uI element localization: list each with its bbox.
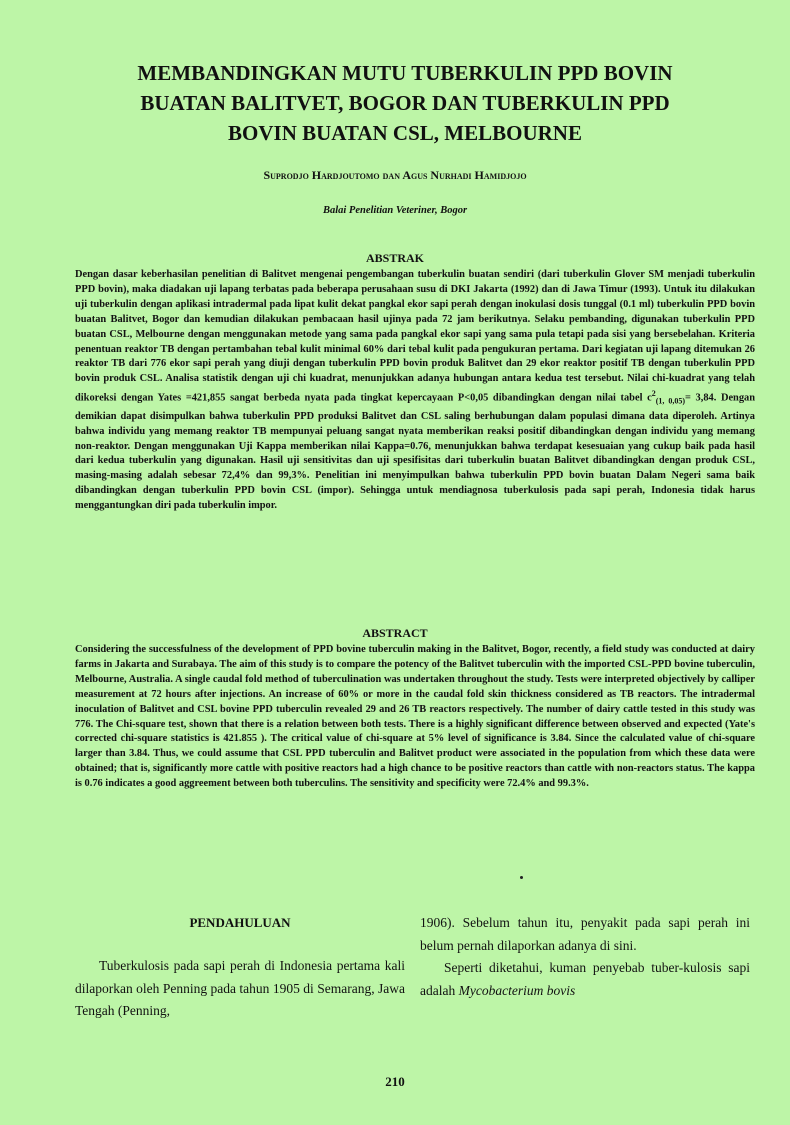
abstract-body: Considering the successfulness of the development of PPD bovine tuberculin making in the Balitvet, Bogor, recently, a field study was conducted at dairy farms in Jakarta and Surabaya. The aim of this study is to compare the potency of the Balitvet tuberculin with the imported CSL-PPD bovine tuberculin, Melbourne, Australia. A single caudal fold method of tuberculination was undertaken throughout the study. Tests were interpreted objectively by calliper measurement at 72 hours after injections. An increase of 60% or more in the caudal fold skin thickness considered as TB reactors. The intradermal inoculation of Balitvet and CSL bovine PPD tuberculin revealed 29 and 26 TB reactors respectively. The number of dairy cattle tested in this study was 776. The Chi-square test, shown that there is a relation between both tests. There is a highly significant difference between observed and expected (Yate's corrected chi-square statistics is 421.855 ). The critical value of chi-square at 5% level of significance is 3.84. Since the calculated value of chi-square larger than 3.84. Thus, we could assume that CSL PPD tuberculin and Balitvet product were associated in the population from which these data were obtained; that is, significantly more cattle with positive reactors had a high chance to be positive reactors than cattle with non-reactors status. The kappa is 0.76 indicates a good aggreement between both tuberculins. The sensitivity and specificity were 72.4% and 99.3%.: [75, 644, 755, 790]
authors: Suprodjo Hardjoutomo dan Agus Nurhadi Hamidjojo: [263, 168, 527, 182]
title-line-1: MEMBANDINGKAN MUTU TUBERKULIN PPD BOVIN: [137, 61, 673, 85]
title-line-3: BOVIN BUATAN CSL, MELBOURNE: [228, 121, 582, 145]
intro-right-paragraph-2: [420, 957, 750, 1002]
paper-title: [60, 58, 750, 148]
intro-heading: PENDAHULUAN: [189, 915, 291, 930]
intro-right-paragraph-2-text: Seperti diketahui, kuman penyebab tuber-kulosis sapi adalah: [420, 960, 750, 998]
title-line-2: BUATAN BALITVET, BOGOR DAN TUBERKULIN PPD: [140, 91, 670, 115]
abstrak-superscript: 2: [651, 389, 656, 399]
right-column: [420, 912, 750, 1002]
left-column: [75, 955, 405, 1023]
intro-left-paragraph: Tuberkulosis pada sapi perah di Indonesia pertama kali dilaporkan oleh Penning pada tahun 1905 di Semarang, Jawa Tengah (Penning,: [75, 958, 405, 1018]
species-name: Mycobacterium bovis: [458, 982, 576, 998]
affiliation: Balai Penelitian Veteriner, Bogor: [322, 205, 468, 216]
abstract-heading: ABSTRACT: [362, 626, 428, 640]
stray-dot: [520, 876, 523, 879]
abstrak-heading: ABSTRAK: [365, 251, 424, 265]
abstrak-body: [75, 268, 755, 514]
intro-right-paragraph-1: 1906). Sebelum tahun itu, penyakit pada sapi perah ini belum pernah dilaporkan adanya di sini.: [420, 915, 750, 953]
abstrak-text-part2: = 3,84. Dengan demikian dapat disimpulkan bahwa tuberkulin PPD produksi Balitvet dan CSL saling berhubungan dalam populasi dimana data diperoleh. Artinya bahwa individu yang memang reaktor TB mempunyai peluang sangat nyata memberikan reaksi positif dibandingkan dengan individu yang memang non-reaktor. Dengan menggunakan Uji Kappa memberikan nilai Kappa=0.76, menunjukkan bahwa terdapat kesesuaian yang cukup baik pada hasil dari kedua tuberkulin yang digunakan. Hasil uji sensitivitas dan uji spesifisitas dari tuberkulin buatan Balitvet dibandingkan dengan produk CSL, masing-masing adalah sebesar 72,4% dan 99,3%. Penelitian ini menyimpulkan bahwa tuberkulin PPD bovin buatan Dalam Negeri sama baik dibandingkan dengan tuberkulin PPD bovin CSL (impor). Sehingga untuk mendiagnosa tuberkulosis pada sapi perah, Indonesia tidak harus menggantungkan diri pada tuberkulin impor.: [75, 392, 756, 512]
abstrak-text-part1: Dengan dasar keberhasilan penelitian di Balitvet mengenai pengembangan tuberkulin buatan sendiri (dari tuberkulin Glover SM menjadi tuberkulin PPD bovin), maka diadakan uji lapang terbatas pada beberapa perusahaan susu di DKI Jakarta (1992) dan di Jawa Timur (1993). Untuk itu dilakukan uji tuberkulin dengan aplikasi intradermal pada lipat kulit dekat pangkal ekor sapi perah dengan inokulasi dosis tunggal (0.1 ml) tuberkulin PPD bovin buatan Balitvet, Bogor dan kemudian dilakukan pembacaan hasil ujinya pada 72 jam berikutnya. Selaku pembanding, digunakan tuberkulin PPD buatan CSL, Melbourne dengan menggunakan metode yang sama pada pangkal ekor sapi yang sama pula tetapi pada sisi yang bersebelahan. Kriteria penentuan reaktor TB dengan pertambahan tebal kulit minimal 60% dari tebal kulit pada pengukuran pertama. Dari kegiatan uji lapang ditemukan 26 reaktor TB dari 776 ekor sapi perah yang diuji dengan tuberkulin PPD bovin produk Balitvet dan 29 ekor reaktor positif TB dengan tuberkulin PPD bovin produk CSL. Analisa statistik dengan uji chi kuadrat, menunjukkan adanya hubungan antara kedua test tersebut. Nilai chi-kuadrat yang telah dikoreksi dengan Yates =421,855 sangat berbeda nyata pada tingkat kepercayaan P<0,05 dibandingkan dengan nilai tabel c: [75, 269, 755, 404]
page-number: 210: [385, 1074, 405, 1089]
abstrak-subscript: (1, 0,05): [655, 396, 686, 406]
